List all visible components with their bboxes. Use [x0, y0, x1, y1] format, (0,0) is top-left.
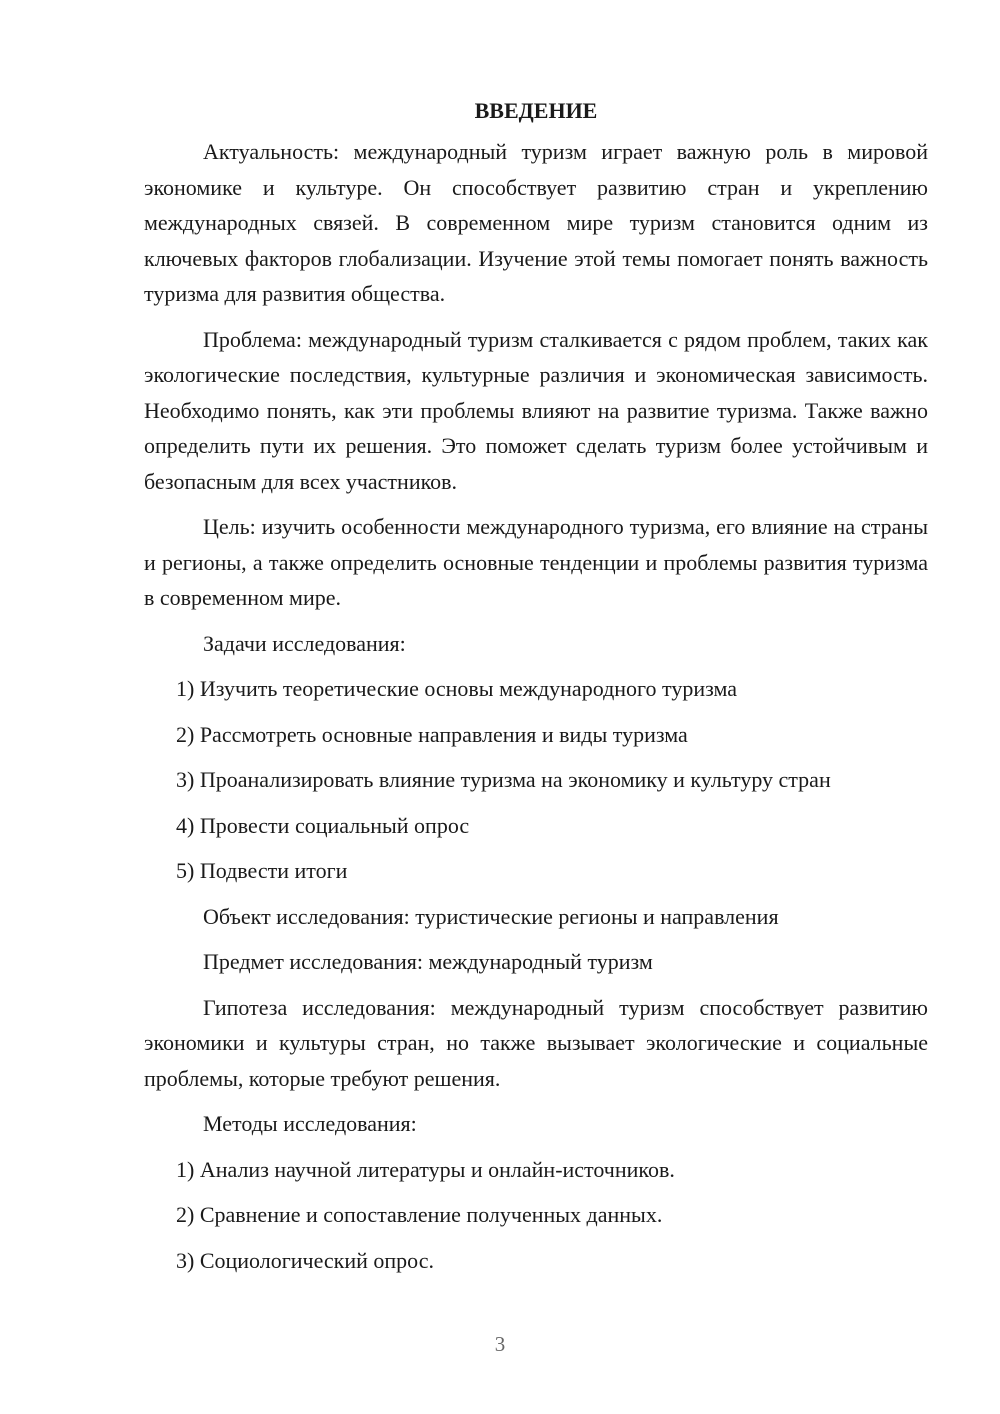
goal-paragraph: Цель: изучить особенности международного туризма, его влияние на страны и регионы, а также определить основные тенденции и проблемы развития туризма в современном мире. [144, 514, 928, 610]
method-item: 3) Социологический опрос. [176, 1247, 434, 1273]
methods-heading: Методы исследования: [203, 1111, 417, 1136]
page-title: ВВЕДЕНИЕ [474, 98, 598, 123]
task-item: 3) Проанализировать влияние туризма на экономику и культуру стран [176, 767, 831, 792]
research-object: Объект исследования: туристические регионы и направления [203, 903, 779, 929]
task-item: 4) Провести социальный опрос [176, 812, 470, 838]
method-item: 1) Анализ научной литературы и онлайн-источников. [176, 1156, 675, 1182]
task-item: 1) Изучить теоретические основы международного туризма [176, 676, 738, 701]
research-subject: Предмет исследования: международный туризм [203, 949, 653, 974]
relevance-paragraph: Актуальность: международный туризм играет важную роль в мировой экономике и культуре. Он способствует развитию стран и укреплению международных связей. В современном мире туризм становится одним из ключевых факторов глобализации. Изучение этой темы помогает понять важность туризма для развития общества. [144, 139, 928, 306]
tasks-heading: Задачи исследования: [203, 630, 406, 656]
method-item: 2) Сравнение и сопоставление полученных данных. [176, 1202, 663, 1227]
hypothesis-paragraph: Гипотеза исследования: международный туризм способствует развитию экономики и культуры стран, но также вызывает экологические и социальные проблемы, которые требуют решения. [144, 994, 928, 1091]
page-content [144, 96, 928, 1288]
problem-paragraph: Проблема: международный туризм сталкивается с рядом проблем, таких как экологические последствия, культурные различия и экономическая зависимость. Необходимо понять, как эти проблемы влияют на развитие туризма. Также важно определить пути их решения. Это поможет сделать туризм более устойчивым и безопасным для всех участников. [144, 326, 928, 494]
page-number: 3 [494, 1332, 506, 1356]
task-item: 5) Подвести итоги [176, 858, 348, 883]
task-item: 2) Рассмотреть основные направления и виды туризма [176, 721, 688, 747]
